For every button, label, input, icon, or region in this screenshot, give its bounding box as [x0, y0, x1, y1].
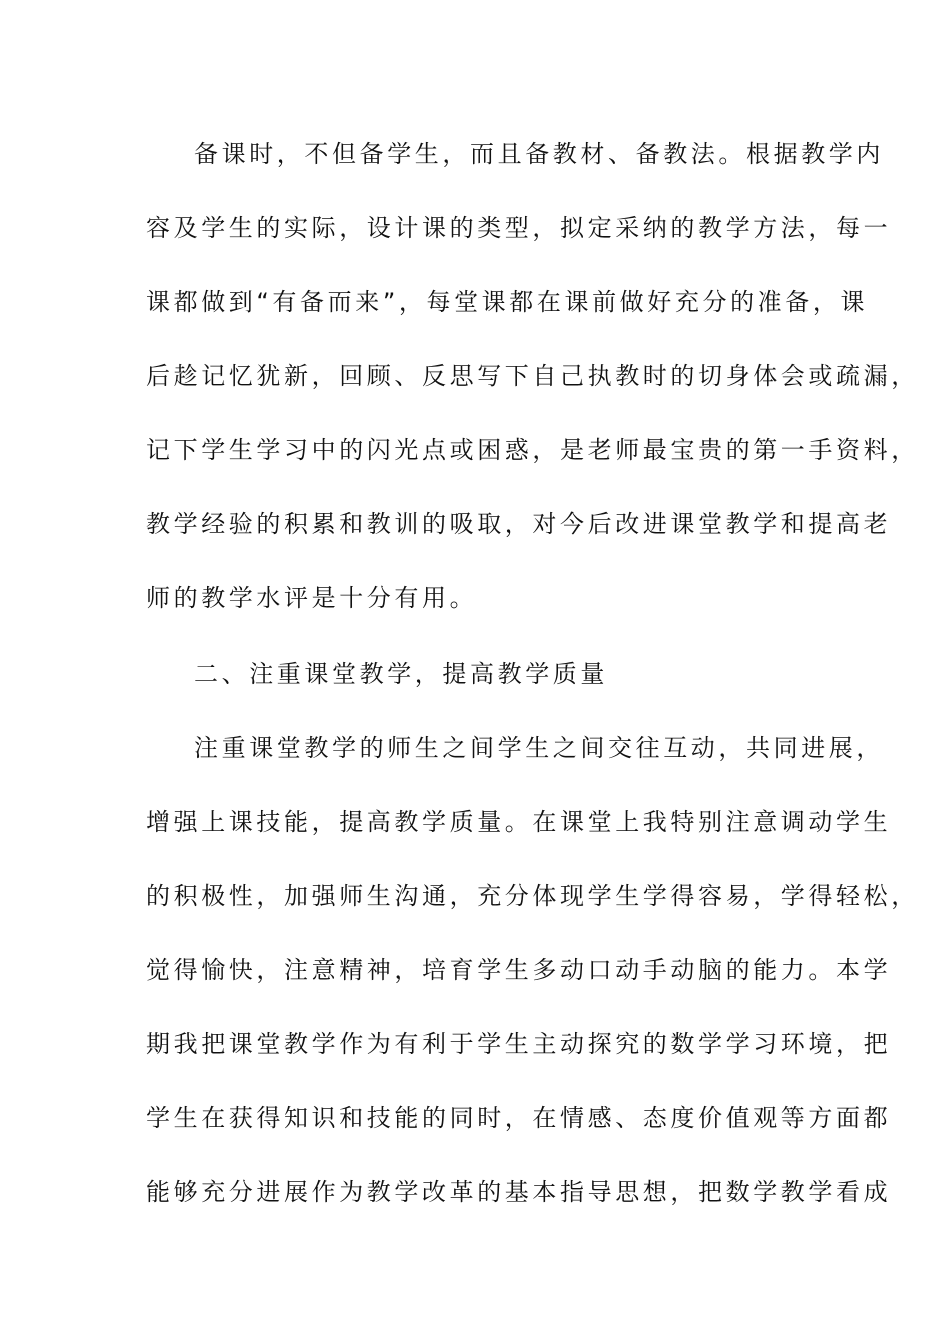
- paragraph-2-line-4: 觉得愉快，注意精神，培育学生多动口动手动脑的能力。本学: [146, 956, 892, 984]
- paragraph-2-line-1: 注重课堂教学的师生之间学生之间交往互动，共同进展，: [194, 734, 884, 762]
- paragraph-1-line-5: 记下学生学习中的闪光点或困惑，是老师最宝贵的第一手资料，: [146, 436, 919, 464]
- section-heading: 二、注重课堂教学，提高教学质量: [194, 660, 608, 688]
- paragraph-1-line-6: 教学经验的积累和教训的吸取，对今后改进课堂教学和提高老: [146, 510, 892, 538]
- paragraph-1-line-7: 师的教学水评是十分有用。: [146, 584, 478, 612]
- paragraph-1-line-4: 后趁记忆犹新，回顾、反思写下自己执教时的切身体会或疏漏，: [146, 362, 919, 390]
- paragraph-2-line-5: 期我把课堂教学作为有利于学生主动探究的数学学习环境，把: [146, 1030, 892, 1058]
- paragraph-1-line-3: 课都做到“有备而来”，每堂课都在课前做好充分的准备，课: [146, 288, 869, 316]
- paragraph-2-line-6: 学生在获得知识和技能的同时，在情感、态度价值观等方面都: [146, 1104, 892, 1132]
- paragraph-1-line-2: 容及学生的实际，设计课的类型，拟定采纳的教学方法，每一: [146, 214, 892, 242]
- paragraph-2-line-3: 的积极性，加强师生沟通，充分体现学生学得容易，学得轻松，: [146, 882, 919, 910]
- paragraph-2-line-2: 增强上课技能，提高教学质量。在课堂上我特别注意调动学生: [146, 808, 892, 836]
- paragraph-1-line-1: 备课时，不但备学生，而且备教材、备教法。根据教学内: [194, 140, 884, 168]
- paragraph-2-line-7: 能够充分进展作为教学改革的基本指导思想，把数学教学看成: [146, 1178, 892, 1206]
